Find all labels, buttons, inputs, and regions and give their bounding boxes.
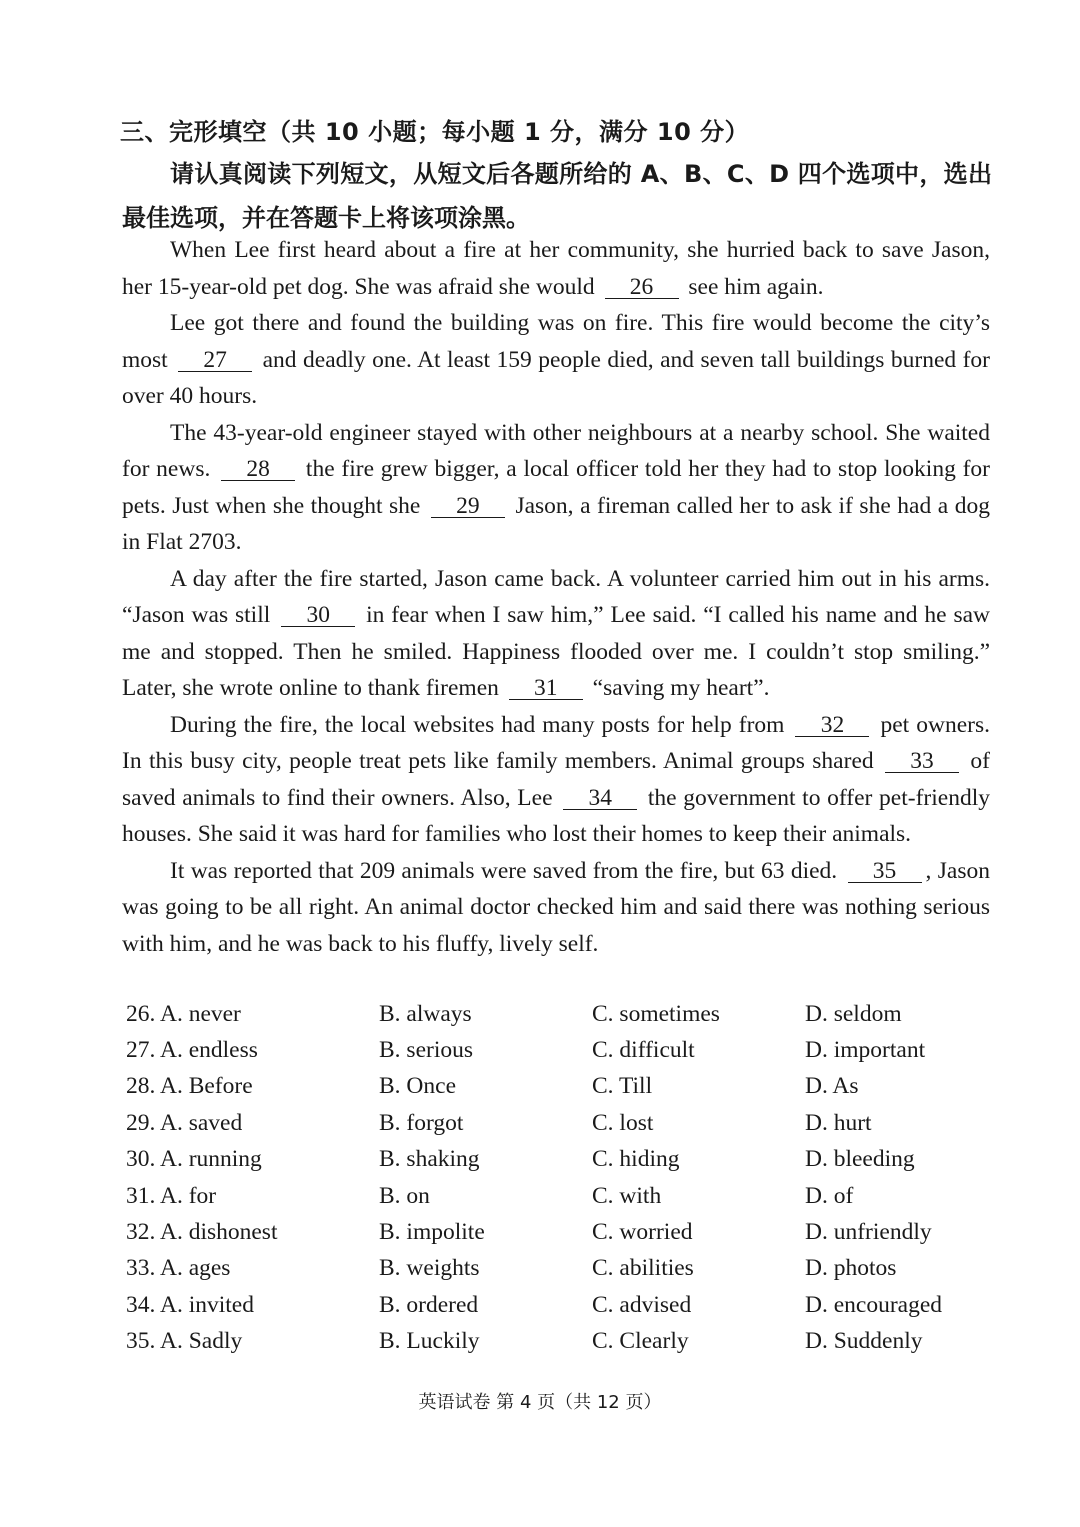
page-footer: 英语试卷 第 4 页（共 12 页） bbox=[418, 1392, 662, 1413]
option-a: 35. A. Sadly bbox=[126, 1328, 243, 1355]
passage-text: , Jason was going to be all right. An animal doctor checked him and said there was nothing serious with him, and he was back to his fluffy, lively self. bbox=[122, 857, 990, 957]
question-row bbox=[126, 1324, 986, 1360]
answer-blank: 34 bbox=[563, 787, 637, 810]
option-d: D. photos bbox=[805, 1255, 897, 1282]
instruction-text: 请认真阅读下列短文，从短文后各题所给的 A、B、C、D 四个选项中，选出最佳选项，并在答题卡上将该项涂黑。 bbox=[122, 160, 992, 232]
passage-paragraph bbox=[122, 707, 990, 853]
question-number: 27. bbox=[126, 1037, 156, 1064]
question-row bbox=[126, 1032, 986, 1068]
option-b: B. serious bbox=[379, 1037, 473, 1064]
answer-blank: 35 bbox=[848, 860, 922, 883]
option-c: C. abilities bbox=[592, 1255, 694, 1282]
passage-paragraph bbox=[122, 415, 990, 561]
option-a: 33. A. ages bbox=[126, 1255, 231, 1282]
option-c: C. sometimes bbox=[592, 1000, 720, 1027]
option-d: D. encouraged bbox=[805, 1291, 943, 1318]
option-a: 34. A. invited bbox=[126, 1291, 254, 1318]
option-d: D. seldom bbox=[805, 1000, 902, 1027]
passage-text: the fire grew bigger, a local officer told her they had to stop looking for pets. Just when she thought she bbox=[122, 456, 990, 519]
option-d: D. bleeding bbox=[805, 1146, 915, 1173]
passage-text: see him again. bbox=[682, 273, 824, 300]
option-c: C. difficult bbox=[592, 1037, 695, 1064]
option-b: B. on bbox=[379, 1182, 430, 1209]
option-c: C. Till bbox=[592, 1073, 653, 1100]
option-d: D. important bbox=[805, 1037, 926, 1064]
passage-text: “saving my heart”. bbox=[586, 675, 770, 701]
section-title: 三、完形填空（共 10 小题；每小题 1 分，满分 10 分） bbox=[120, 118, 750, 146]
answer-blank: 33 bbox=[885, 750, 959, 773]
option-c: C. advised bbox=[592, 1291, 692, 1318]
option-d: D. unfriendly bbox=[805, 1219, 932, 1246]
passage-text: The 43-year-old engineer stayed with other neighbours at a nearby school. She waited for news. bbox=[122, 419, 990, 482]
cloze-passage bbox=[122, 232, 990, 962]
option-d: D. of bbox=[805, 1182, 854, 1209]
question-number: 33. bbox=[126, 1255, 156, 1282]
passage-text: Jason, a fireman called her to ask if she had a dog in Flat 2703. bbox=[122, 492, 990, 555]
option-b: B. weights bbox=[379, 1255, 480, 1282]
question-row bbox=[126, 1251, 986, 1287]
question-row bbox=[126, 1287, 986, 1323]
question-row bbox=[126, 1214, 986, 1250]
passage-text: A day after the fire started, Jason came back. A volunteer carried him out in his arms. “Jason was still bbox=[122, 565, 990, 628]
option-a: 26. A. never bbox=[126, 1000, 241, 1027]
answer-blank: 29 bbox=[431, 495, 505, 518]
option-b: B. Once bbox=[379, 1073, 457, 1100]
answer-blank: 27 bbox=[178, 349, 252, 372]
options-list bbox=[126, 996, 986, 1360]
option-a: 29. A. saved bbox=[126, 1109, 243, 1136]
question-number: 34. bbox=[126, 1291, 156, 1318]
option-b: B. shaking bbox=[379, 1146, 480, 1173]
question-row bbox=[126, 1105, 986, 1141]
option-c: C. Clearly bbox=[592, 1328, 689, 1355]
option-a: 32. A. dishonest bbox=[126, 1219, 278, 1246]
option-b: B. always bbox=[379, 1000, 472, 1027]
option-d: D. As bbox=[805, 1073, 859, 1100]
answer-blank: 31 bbox=[509, 677, 583, 700]
passage-paragraph bbox=[122, 232, 990, 305]
passage-paragraph bbox=[122, 853, 990, 963]
question-number: 35. bbox=[126, 1328, 156, 1355]
question-number: 29. bbox=[126, 1109, 156, 1136]
passage-paragraph bbox=[122, 305, 990, 415]
option-c: C. lost bbox=[592, 1109, 654, 1136]
option-b: B. impolite bbox=[379, 1219, 485, 1246]
option-a: 28. A. Before bbox=[126, 1073, 253, 1100]
question-row bbox=[126, 1069, 986, 1105]
passage-text: During the fire, the local websites had many posts for help from bbox=[170, 711, 792, 738]
answer-blank: 26 bbox=[605, 276, 679, 299]
option-c: C. hiding bbox=[592, 1146, 680, 1173]
passage-text: of saved animals to find their owners. Also, Lee bbox=[122, 748, 991, 811]
passage-text: and deadly one. At least 159 people died, and seven tall buildings burned for over 40 hours. bbox=[122, 346, 990, 409]
option-c: C. with bbox=[592, 1182, 662, 1209]
option-c: C. worried bbox=[592, 1219, 693, 1246]
question-row bbox=[126, 1142, 986, 1178]
passage-text: When Lee first heard about a fire at her community, she hurried back to save Jason, her 15-year-old pet dog. She was afraid she would bbox=[122, 237, 990, 300]
passage-paragraph bbox=[122, 561, 990, 707]
option-a: 31. A. for bbox=[126, 1182, 217, 1209]
passage-text: in fear when I saw him,” Lee said. “I called his name and he saw me and stopped. Then he smiled. Happiness flooded over me. I couldn’t stop smiling.” Later, she wrote online to thank firemen bbox=[122, 602, 990, 701]
question-row bbox=[126, 1178, 986, 1214]
answer-blank: 28 bbox=[221, 458, 295, 481]
passage-text: the government to offer pet-friendly houses. She said it was hard for families who lost their homes to keep their animals. bbox=[122, 784, 990, 847]
answer-blank: 32 bbox=[795, 714, 869, 737]
passage-text: pet owners. In this busy city, people treat pets like family members. Animal groups shared bbox=[122, 711, 990, 774]
question-number: 30. bbox=[126, 1146, 156, 1173]
option-d: D. hurt bbox=[805, 1109, 872, 1136]
option-a: 27. A. endless bbox=[126, 1037, 258, 1064]
question-number: 28. bbox=[126, 1073, 156, 1100]
passage-text: It was reported that 209 animals were saved from the fire, but 63 died. bbox=[170, 857, 844, 884]
option-b: B. Luckily bbox=[379, 1328, 480, 1355]
option-b: B. ordered bbox=[379, 1291, 479, 1318]
option-a: 30. A. running bbox=[126, 1146, 262, 1173]
question-row bbox=[126, 996, 986, 1032]
option-d: D. Suddenly bbox=[805, 1328, 923, 1355]
passage-text: Lee got there and found the building was on fire. This fire would become the city’s most bbox=[122, 310, 990, 373]
question-number: 31. bbox=[126, 1182, 156, 1209]
question-number: 32. bbox=[126, 1219, 156, 1246]
question-number: 26. bbox=[126, 1000, 156, 1027]
option-b: B. forgot bbox=[379, 1109, 464, 1136]
answer-blank: 30 bbox=[281, 604, 355, 627]
